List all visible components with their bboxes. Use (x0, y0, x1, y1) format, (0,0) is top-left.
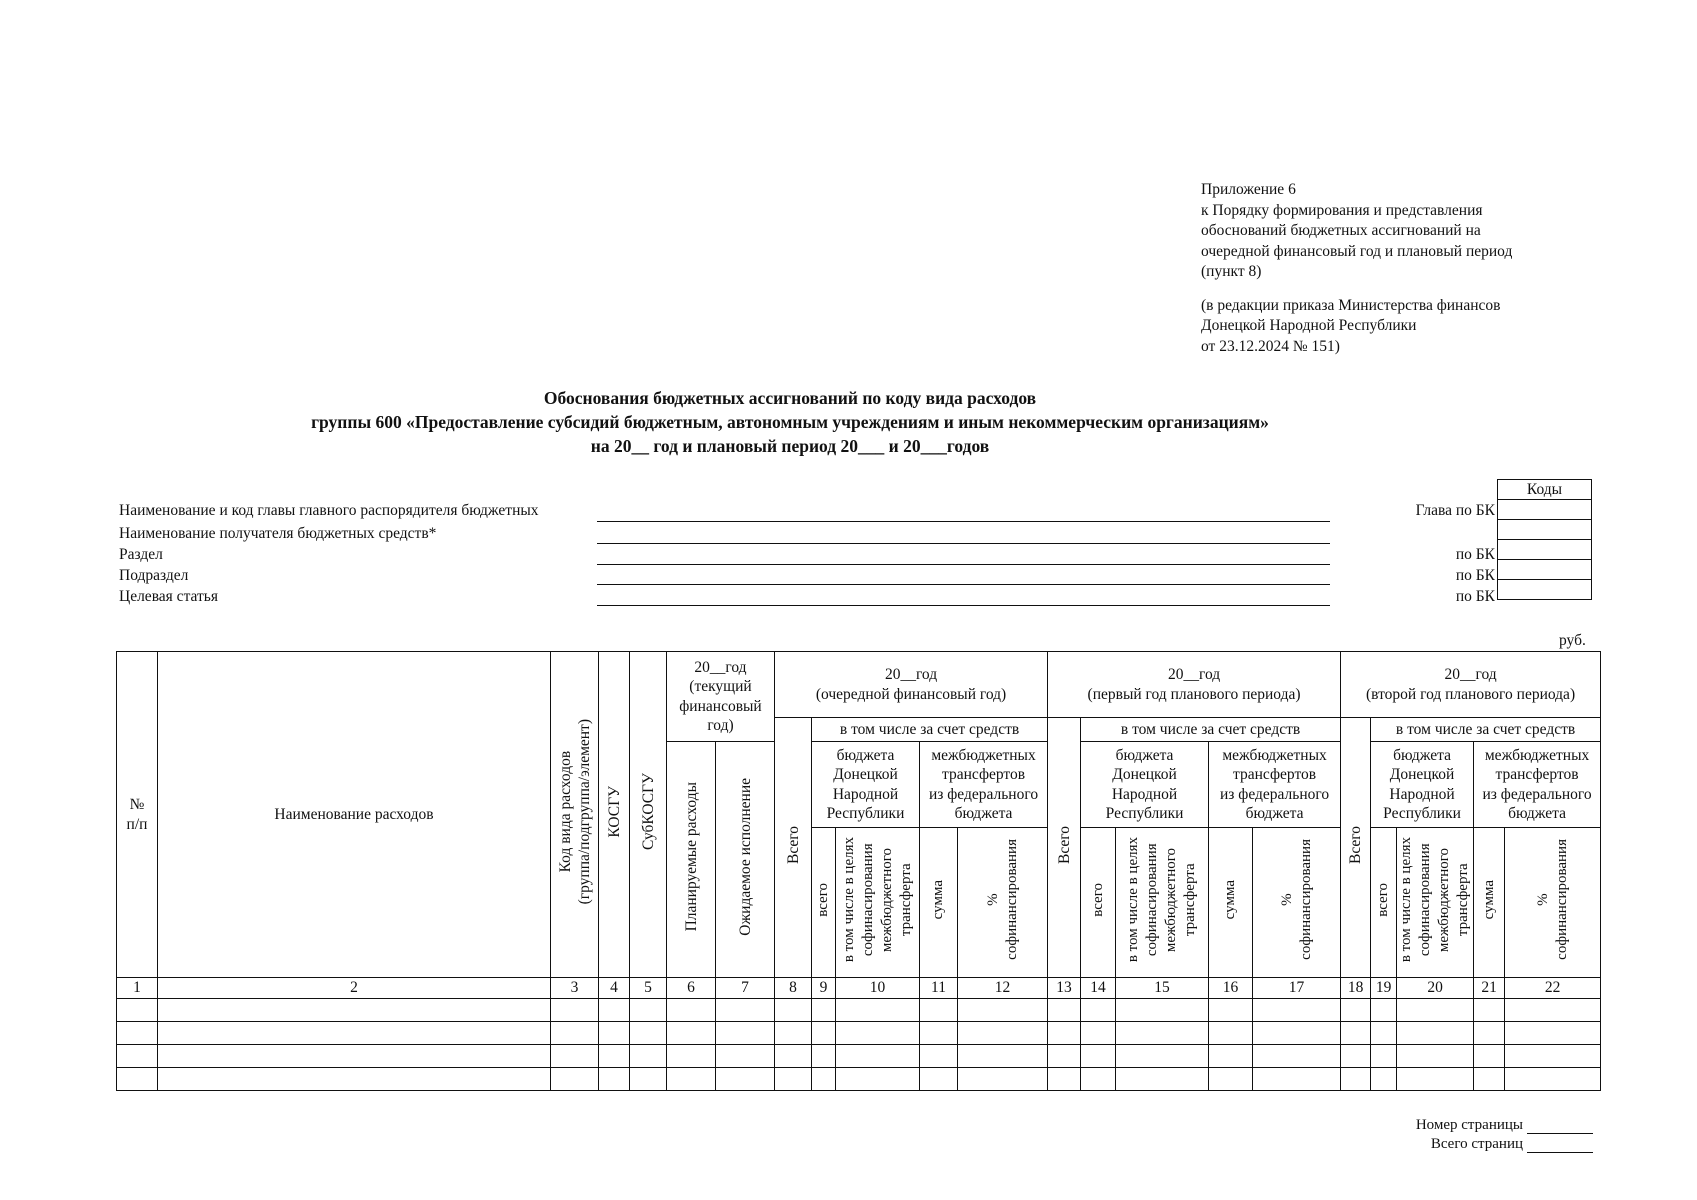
table-cell[interactable] (1397, 998, 1474, 1021)
col-header-federal-y1: межбюджетных трансфертов из федерального бюджета (920, 742, 1048, 828)
column-number: 17 (1253, 978, 1341, 999)
field-line-subsection[interactable] (597, 584, 1330, 585)
code-cell-recipient[interactable] (1498, 520, 1592, 540)
appendix-line: обоснований бюджетных ассигнований на (1201, 222, 1481, 239)
col-header-percent-y3: % софинансирования (1505, 828, 1601, 978)
table-cell[interactable] (812, 1021, 836, 1044)
col-header-total-y1: Всего (775, 718, 812, 978)
col-header-year3: 20__год (второй год планового периода) (1341, 652, 1601, 718)
table-cell[interactable] (812, 1044, 836, 1067)
code-label-section: по БК (1455, 546, 1495, 563)
col-header-vsego-y1: всего (812, 828, 836, 978)
column-number: 7 (716, 978, 775, 999)
table-cell[interactable] (117, 998, 158, 1021)
table-cell[interactable] (1116, 1021, 1209, 1044)
col-header-current-year: 20__год (текущий финансовый год) (667, 652, 775, 742)
table-cell[interactable] (1341, 1067, 1371, 1090)
column-numbers-row (117, 978, 1601, 999)
field-label-section: Раздел (119, 546, 163, 563)
field-label-recipient: Наименование получателя бюджетных средств* (119, 525, 437, 542)
edition-line: Донецкой Народной Республики (1201, 317, 1417, 334)
col-header-federal-y3: межбюджетных трансфертов из федерального бюджета (1474, 742, 1601, 828)
table-cell[interactable] (1081, 998, 1116, 1021)
table-cell[interactable] (599, 1021, 630, 1044)
code-label-target: по БК (1455, 588, 1495, 605)
code-label-chapter: Глава по БК (1415, 502, 1495, 519)
appendix-line: (пункт 8) (1201, 263, 1262, 280)
table-cell[interactable] (117, 1067, 158, 1090)
col-header-cofin-y3: в том числе в целях софинасирования межбюджетного трансферта (1397, 828, 1474, 978)
table-cell[interactable] (716, 1044, 775, 1067)
table-cell[interactable] (1116, 1067, 1209, 1090)
column-number: 3 (551, 978, 599, 999)
table-cell[interactable] (812, 998, 836, 1021)
col-header-expected: Ожидаемое исполнение (716, 742, 775, 978)
table-cell[interactable] (667, 1021, 716, 1044)
column-number: 9 (812, 978, 836, 999)
total-pages-label: Всего страниц (1430, 1136, 1523, 1152)
column-number: 4 (599, 978, 630, 999)
table-cell[interactable] (1081, 1021, 1116, 1044)
table-cell[interactable] (920, 1021, 958, 1044)
table-cell[interactable] (1505, 1044, 1601, 1067)
table-cell[interactable] (1341, 1044, 1371, 1067)
col-header-number: № п/п (117, 652, 158, 978)
table-cell[interactable] (716, 1021, 775, 1044)
col-header-sum-y3: сумма (1474, 828, 1505, 978)
table-cell[interactable] (1253, 1021, 1341, 1044)
edition-line: от 23.12.2024 № 151) (1201, 337, 1340, 355)
table-cell[interactable] (920, 1044, 958, 1067)
col-header-year2: 20__год (первый год планового периода) (1048, 652, 1341, 718)
table-cell[interactable] (667, 1067, 716, 1090)
col-header-year1: 20__год (очередной финансовый год) (775, 652, 1048, 718)
column-number: 11 (920, 978, 958, 999)
column-number: 13 (1048, 978, 1081, 999)
table-cell[interactable] (1474, 1067, 1505, 1090)
table-cell[interactable] (599, 998, 630, 1021)
table-cell[interactable] (1048, 1067, 1081, 1090)
col-header-including-y2: в том числе за счет средств (1081, 718, 1341, 742)
col-header-dnr-budget-y1: бюджета Донецкой Народной Республики (812, 742, 920, 828)
currency-unit: руб. (1559, 632, 1586, 649)
table-cell[interactable] (1397, 1044, 1474, 1067)
table-row (117, 1021, 1601, 1044)
table-cell[interactable] (1341, 1021, 1371, 1044)
table-cell[interactable] (775, 1067, 812, 1090)
table-cell[interactable] (958, 1067, 1048, 1090)
total-pages-line[interactable] (1527, 1138, 1593, 1153)
col-header-vsego-y2: всего (1081, 828, 1116, 978)
table-cell[interactable] (667, 1044, 716, 1067)
page-number-label: Номер страницы (1415, 1117, 1523, 1133)
code-cell-chapter[interactable] (1498, 500, 1592, 520)
col-header-dnr-budget-y2: бюджета Донецкой Народной Республики (1081, 742, 1209, 828)
column-number: 18 (1341, 978, 1371, 999)
col-header-sum-y2: сумма (1209, 828, 1253, 978)
table-cell[interactable] (775, 1021, 812, 1044)
table-cell[interactable] (630, 1067, 667, 1090)
table-cell[interactable] (158, 1067, 551, 1090)
table-row (117, 1067, 1601, 1090)
document-title-line-2: группы 600 «Предоставление субсидий бюджетным, автономным учреждениям и иным некоммерческим организациям» (311, 412, 1269, 432)
field-line-target-article[interactable] (597, 605, 1330, 606)
table-cell[interactable] (716, 998, 775, 1021)
table-cell[interactable] (775, 1044, 812, 1067)
col-header-percent-y1: % софинансирования (958, 828, 1048, 978)
table-cell[interactable] (117, 1044, 158, 1067)
col-header-federal-y2: межбюджетных трансфертов из федерального бюджета (1209, 742, 1341, 828)
column-number: 2 (158, 978, 551, 999)
col-header-sum-y1: сумма (920, 828, 958, 978)
col-header-percent-y2: % софинансирования (1253, 828, 1341, 978)
table-cell[interactable] (836, 1021, 920, 1044)
table-cell[interactable] (1253, 1044, 1341, 1067)
table-cell[interactable] (1371, 1021, 1397, 1044)
col-header-including-y1: в том числе за счет средств (812, 718, 1048, 742)
table-cell[interactable] (1209, 1021, 1253, 1044)
table-cell[interactable] (920, 1067, 958, 1090)
col-header-cofin-y2: в том числе в целях софинасирования межбюджетного трансферта (1116, 828, 1209, 978)
table-cell[interactable] (630, 1044, 667, 1067)
table-cell[interactable] (551, 1044, 599, 1067)
page-number-line[interactable] (1527, 1119, 1593, 1134)
col-header-kosgu: КОСГУ (599, 652, 630, 978)
col-header-name: Наименование расходов (158, 652, 551, 978)
code-cell-subsection[interactable] (1498, 560, 1592, 580)
table-cell[interactable] (158, 998, 551, 1021)
table-cell[interactable] (630, 1021, 667, 1044)
appendix-line: к Порядку формирования и представления (1201, 201, 1483, 219)
table-cell[interactable] (1371, 1067, 1397, 1090)
field-label-target-article: Целевая статья (119, 588, 218, 605)
appendix-line: очередной финансовый год и плановый период (1201, 242, 1513, 260)
table-row (117, 998, 1601, 1021)
column-number: 8 (775, 978, 812, 999)
table-cell[interactable] (117, 1021, 158, 1044)
table-cell[interactable] (551, 1067, 599, 1090)
column-number: 5 (630, 978, 667, 999)
field-line-section[interactable] (597, 564, 1330, 565)
table-cell[interactable] (958, 1021, 1048, 1044)
document-title-line-3: на 20__ год и плановый период 20___ и 20___годов (590, 436, 990, 456)
table-cell[interactable] (958, 998, 1048, 1021)
table-cell[interactable] (158, 1021, 551, 1044)
table-cell[interactable] (1474, 998, 1505, 1021)
col-header-including-y3: в том числе за счет средств (1371, 718, 1601, 742)
table-cell[interactable] (1371, 1044, 1397, 1067)
col-header-planned: Планируемые расходы (667, 742, 716, 978)
col-header-vsego-y3: всего (1371, 828, 1397, 978)
table-cell[interactable] (1505, 998, 1601, 1021)
table-cell[interactable] (1048, 998, 1081, 1021)
column-number: 14 (1081, 978, 1116, 999)
table-cell[interactable] (1397, 1067, 1474, 1090)
column-number: 21 (1474, 978, 1505, 999)
table-cell[interactable] (836, 1067, 920, 1090)
table-cell[interactable] (1474, 1021, 1505, 1044)
table-cell[interactable] (920, 998, 958, 1021)
expenses-table (116, 651, 1601, 1091)
table-cell[interactable] (599, 1044, 630, 1067)
field-line-recipient[interactable] (597, 543, 1330, 544)
table-cell[interactable] (599, 1067, 630, 1090)
appendix-note (1201, 180, 1621, 357)
table-cell[interactable] (958, 1044, 1048, 1067)
column-number: 1 (117, 978, 158, 999)
table-cell[interactable] (775, 998, 812, 1021)
table-cell[interactable] (1505, 1067, 1601, 1090)
code-cell-section[interactable] (1498, 540, 1592, 560)
table-cell[interactable] (1397, 1021, 1474, 1044)
table-cell[interactable] (1505, 1021, 1601, 1044)
table-cell[interactable] (1371, 998, 1397, 1021)
column-number: 20 (1397, 978, 1474, 999)
table-cell[interactable] (1474, 1044, 1505, 1067)
table-cell[interactable] (1048, 1044, 1081, 1067)
appendix-line: Приложение 6 (1201, 181, 1296, 198)
table-cell[interactable] (1253, 1067, 1341, 1090)
table-cell[interactable] (667, 998, 716, 1021)
document-title-line-1: Обоснования бюджетных ассигнований по коду вида расходов (543, 388, 1037, 408)
column-number: 10 (836, 978, 920, 999)
col-header-cofin-y1: в том числе в целях софинасирования межбюджетного трансферта (836, 828, 920, 978)
table-cell[interactable] (551, 1021, 599, 1044)
table-cell[interactable] (630, 998, 667, 1021)
table-cell[interactable] (1116, 998, 1209, 1021)
table-cell[interactable] (1209, 1044, 1253, 1067)
col-header-dnr-budget-y3: бюджета Донецкой Народной Республики (1371, 742, 1474, 828)
table-cell[interactable] (158, 1044, 551, 1067)
table-cell[interactable] (1081, 1044, 1116, 1067)
column-number: 12 (958, 978, 1048, 999)
table-row (117, 1044, 1601, 1067)
table-cell[interactable] (836, 1044, 920, 1067)
codes-table (1497, 479, 1592, 600)
table-cell[interactable] (1116, 1044, 1209, 1067)
field-label-subsection: Подраздел (119, 567, 189, 584)
column-number: 16 (1209, 978, 1253, 999)
table-cell[interactable] (1081, 1067, 1116, 1090)
column-number: 19 (1371, 978, 1397, 999)
col-header-kvr: Код вида расходов (группа/подгруппа/элемент) (551, 652, 599, 978)
table-cell[interactable] (836, 998, 920, 1021)
table-cell[interactable] (812, 1067, 836, 1090)
column-number: 15 (1116, 978, 1209, 999)
table-cell[interactable] (1048, 1021, 1081, 1044)
codes-title: Коды (1498, 480, 1592, 500)
total-pages-field (1431, 1136, 1593, 1153)
code-cell-target[interactable] (1498, 580, 1592, 600)
col-header-total-y3: Всего (1341, 718, 1371, 978)
col-header-subkosgu: СубКОСГУ (630, 652, 667, 978)
table-cell[interactable] (551, 998, 599, 1021)
table-cell[interactable] (716, 1067, 775, 1090)
table-cell[interactable] (1209, 998, 1253, 1021)
table-cell[interactable] (1209, 1067, 1253, 1090)
field-label-chief-manager: Наименование и код главы главного распорядителя бюджетных (119, 502, 539, 519)
edition-line: (в редакции приказа Министерства финансов (1201, 296, 1501, 314)
col-header-total-y2: Всего (1048, 718, 1081, 978)
column-number: 6 (667, 978, 716, 999)
column-number: 22 (1505, 978, 1601, 999)
table-cell[interactable] (1253, 998, 1341, 1021)
field-line-chief-manager[interactable] (597, 521, 1330, 522)
page-number-field (1416, 1117, 1593, 1134)
table-cell[interactable] (1341, 998, 1371, 1021)
code-label-subsection: по БК (1455, 567, 1495, 584)
